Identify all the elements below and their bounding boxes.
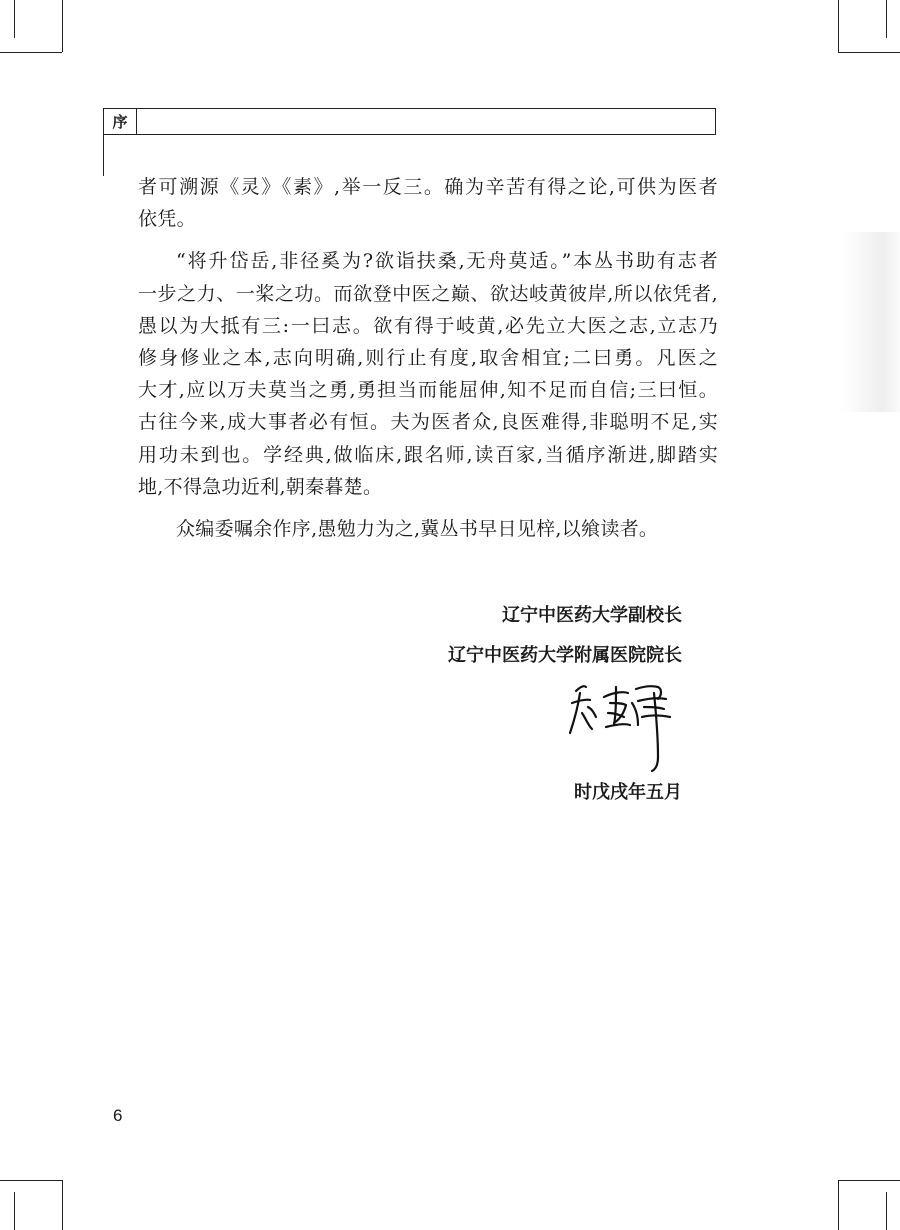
preface-body — [138, 171, 718, 545]
paragraph — [138, 513, 718, 545]
text-line: 用功未到也。学经典,做临床,跟名师,读百家,当循序渐进,脚踏实 — [138, 443, 718, 466]
section-label: 序 — [104, 109, 137, 134]
paragraph — [138, 171, 718, 235]
author-title: 辽宁中医药大学附属医院院长 — [448, 645, 682, 666]
text-line: 一步之力、一桨之功。而欲登中医之巅、欲达岐黄彼岸,所以依凭者, — [138, 282, 718, 305]
page-number: 6 — [113, 1106, 123, 1125]
crop-mark — [838, 1180, 839, 1230]
crop-mark — [62, 1180, 63, 1230]
crop-mark — [14, 0, 15, 38]
crop-mark — [62, 0, 63, 52]
running-header — [103, 108, 716, 135]
text-line: 愚以为大抵有三:一曰志。欲有得于岐黄,必先立大医之志,立志乃 — [138, 314, 718, 337]
text-line: 众编委嘱余作序,愚勉力为之,冀丛书早日见梓,以飨读者。 — [176, 518, 659, 541]
text-line: 依凭。 — [138, 208, 196, 231]
crop-mark — [886, 1192, 887, 1230]
crop-mark — [886, 0, 887, 38]
handwritten-signature — [566, 673, 690, 773]
text-line: 者可溯源《灵》《素》,举一反三。确为辛苦有得之论,可供为医者 — [138, 176, 718, 198]
crop-mark — [838, 0, 839, 52]
text-line: “将升岱岳,非径奚为?欲诣扶桑,无舟莫适。”本丛书助有志者 — [176, 250, 718, 273]
crop-mark — [14, 1192, 15, 1230]
date-line: 时戊戌年五月 — [574, 782, 682, 803]
crop-mark — [838, 1180, 900, 1181]
text-line: 大才,应以万夫莫当之勇,勇担当而能屈伸,知不足而自信;三曰恒。 — [138, 379, 718, 402]
author-title: 辽宁中医药大学副校长 — [502, 605, 682, 626]
text-line: 古往今来,成大事者必有恒。夫为医者众,良医难得,非聪明不足,实 — [138, 411, 718, 434]
text-line: 修身修业之本,志向明确,则行止有度,取舍相宜;二曰勇。凡医之 — [138, 347, 718, 370]
paragraph — [138, 245, 718, 503]
text-line: 地,不得急功近利,朝秦暮楚。 — [138, 475, 383, 498]
edge-bleed-through — [842, 232, 900, 412]
crop-mark — [838, 52, 900, 53]
header-rule — [103, 134, 104, 176]
crop-mark — [0, 52, 62, 53]
crop-mark — [0, 1180, 62, 1181]
author-titles — [448, 596, 682, 676]
